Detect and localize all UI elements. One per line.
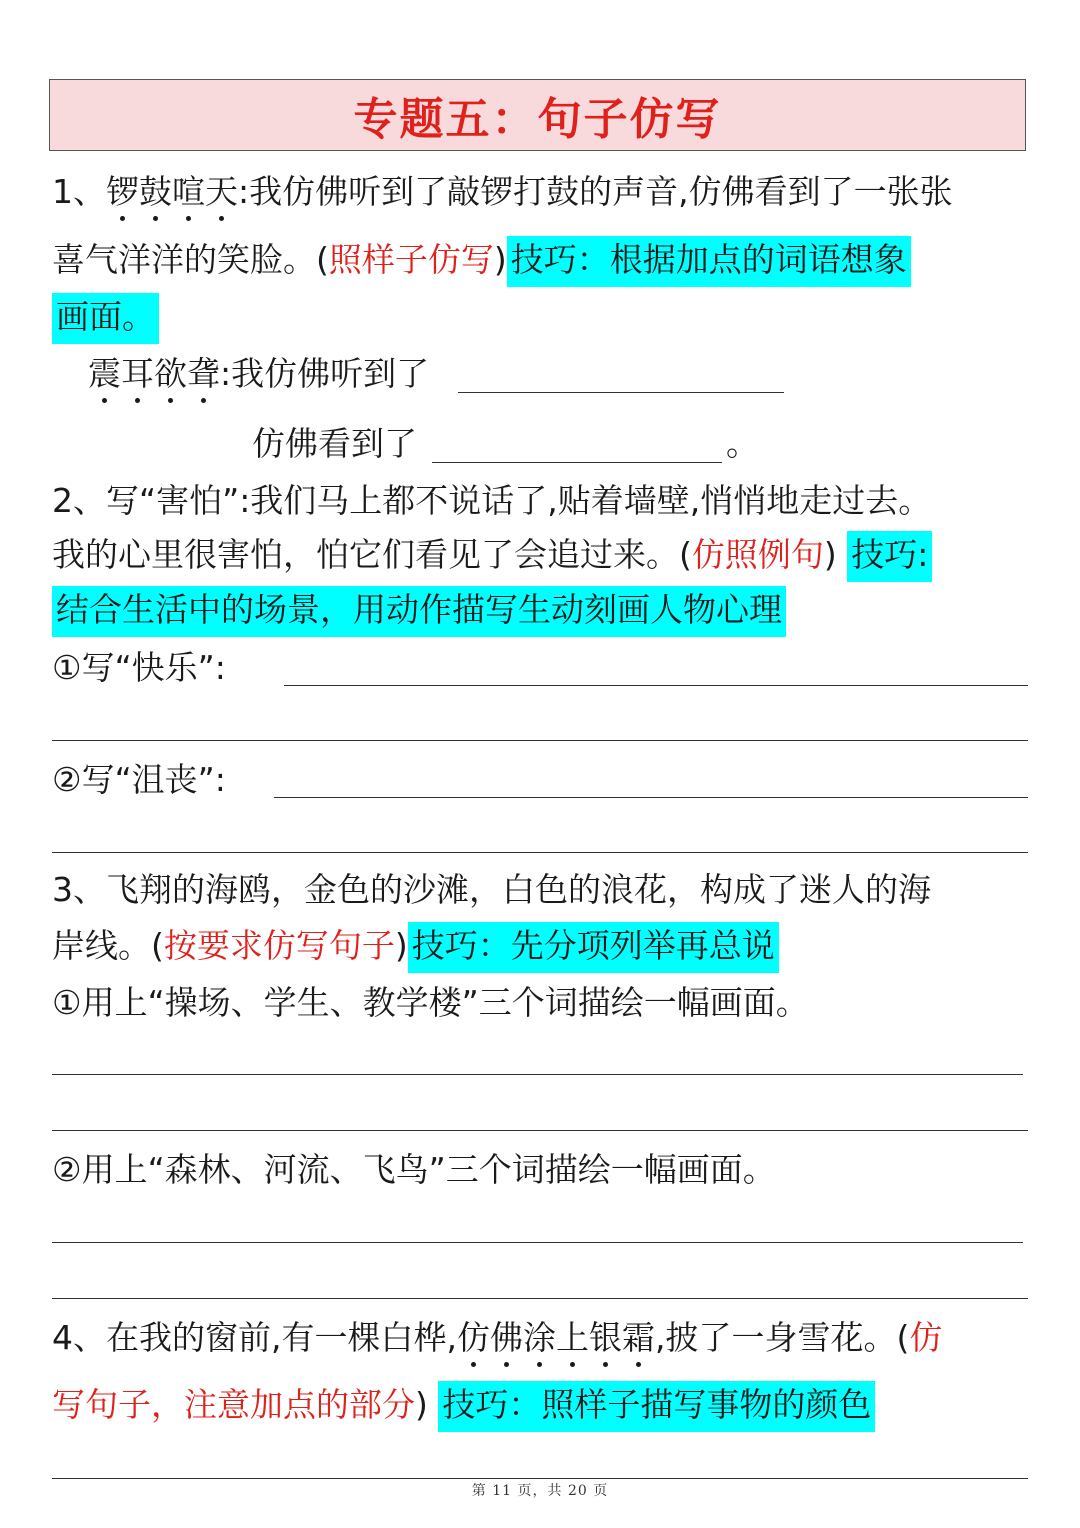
q2-tip-continued: 结合生活中的场景，用动作描写生动刻画人物心理 bbox=[52, 586, 786, 637]
dotted-char: 霜 bbox=[621, 1318, 655, 1357]
q3-paren-close: ) bbox=[394, 926, 408, 965]
page-title: 专题五：句子仿写 bbox=[353, 94, 722, 145]
q2-item2: ②写“沮丧”: bbox=[52, 760, 226, 799]
dotted-char: 聋 bbox=[187, 354, 220, 393]
q1-instruction: 照样子仿写 bbox=[328, 240, 494, 279]
q1-fill-line2-end: 。 bbox=[726, 424, 759, 463]
q4-instruction: 写句子，注意加点的部分 bbox=[52, 1385, 415, 1424]
q4-line2 bbox=[52, 1385, 875, 1425]
answer-blank[interactable] bbox=[458, 392, 784, 393]
dotted-char: 天 bbox=[205, 172, 238, 211]
q2-paren-close: ) bbox=[823, 535, 837, 574]
dotted-char: 耳 bbox=[121, 354, 154, 393]
q1-tip-continued: 画面。 bbox=[52, 293, 159, 344]
dotted-char: 鼓 bbox=[139, 172, 172, 211]
q1-fill-line2 bbox=[252, 424, 417, 464]
q3-item1: ①用上“操场、学生、教学楼”三个词描绘一幅画面。 bbox=[52, 983, 809, 1022]
q3-instruction: 按要求仿写句子 bbox=[163, 926, 395, 965]
q4-line1-b: ,披了一身雪花。( bbox=[654, 1318, 910, 1357]
q1-fill-line1-rest: :我仿佛听到了 bbox=[220, 354, 430, 393]
answer-line[interactable] bbox=[284, 685, 1028, 686]
q1-line1-rest: :我仿佛听到了敲锣打鼓的声音,仿佛看到了一张张 bbox=[238, 172, 953, 211]
answer-line[interactable] bbox=[52, 740, 1028, 741]
dotted-char: 佛 bbox=[489, 1318, 523, 1357]
footer-rule bbox=[52, 1478, 1028, 1479]
dotted-char: 锣 bbox=[106, 172, 139, 211]
answer-line[interactable] bbox=[52, 1074, 1023, 1075]
q1-line2-text: 喜气洋洋的笑脸。( bbox=[52, 240, 329, 279]
q3-line2 bbox=[52, 926, 779, 966]
title-banner bbox=[49, 79, 1026, 151]
answer-blank[interactable] bbox=[432, 462, 722, 463]
q3-item2: ②用上“森林、河流、飞鸟”三个词描绘一幅画面。 bbox=[52, 1150, 776, 1189]
q1-fill-line2-text: 仿佛看到了 bbox=[252, 424, 417, 463]
dotted-char: 银 bbox=[588, 1318, 622, 1357]
q2-line3 bbox=[52, 590, 786, 630]
q2-instruction: 仿照例句 bbox=[691, 535, 824, 574]
q1-tip: 技巧：根据加点的词语想象 bbox=[507, 236, 911, 287]
q2-line1: 2、写“害怕”:我们马上都不说话了,贴着墙壁,悄悄地走过去。 bbox=[52, 481, 932, 520]
q2-item1: ①写“快乐”: bbox=[52, 648, 226, 687]
q4-instruction-start: 仿 bbox=[909, 1318, 943, 1357]
answer-line[interactable] bbox=[52, 1242, 1023, 1243]
q2-tip: 技巧: bbox=[847, 531, 932, 582]
q4-line1-a: 4、在我的窗前,有一棵白桦, bbox=[52, 1318, 457, 1357]
q1-paren-close: ) bbox=[493, 240, 507, 279]
q1-line1: 1、锣鼓喧天:我仿佛听到了敲锣打鼓的声音,仿佛看到了一张张 bbox=[52, 172, 953, 211]
q4-paren-close: ) bbox=[415, 1385, 428, 1424]
page-number: 第 11 页，共 20 页 bbox=[471, 1483, 609, 1499]
dotted-char: 欲 bbox=[154, 354, 187, 393]
q1-line2 bbox=[52, 240, 911, 280]
q4-line1 bbox=[52, 1318, 942, 1358]
answer-line[interactable] bbox=[52, 1298, 1028, 1299]
q3-line1: 3、飞翔的海鸥，金色的沙滩，白色的浪花，构成了迷人的海 bbox=[52, 870, 931, 909]
q3-tip: 技巧：先分项列举再总说 bbox=[408, 922, 779, 973]
dotted-char: 仿 bbox=[456, 1318, 490, 1357]
q1-line3 bbox=[52, 297, 159, 337]
dotted-char: 震 bbox=[88, 354, 121, 393]
dotted-char: 上 bbox=[555, 1318, 589, 1357]
dotted-char: 涂 bbox=[522, 1318, 556, 1357]
answer-line[interactable] bbox=[52, 852, 1028, 853]
dotted-char: 喧 bbox=[172, 172, 205, 211]
q1-fill-line1 bbox=[88, 354, 429, 394]
answer-line[interactable] bbox=[274, 797, 1028, 798]
q2-line2 bbox=[52, 535, 932, 575]
answer-line[interactable] bbox=[52, 1130, 1028, 1131]
q4-tip: 技巧：照样子描写事物的颜色 bbox=[438, 1381, 875, 1432]
q3-line2-text: 岸线。( bbox=[52, 926, 164, 965]
q2-line2-text: 我的心里很害怕，怕它们看见了会追过来。( bbox=[52, 535, 692, 574]
